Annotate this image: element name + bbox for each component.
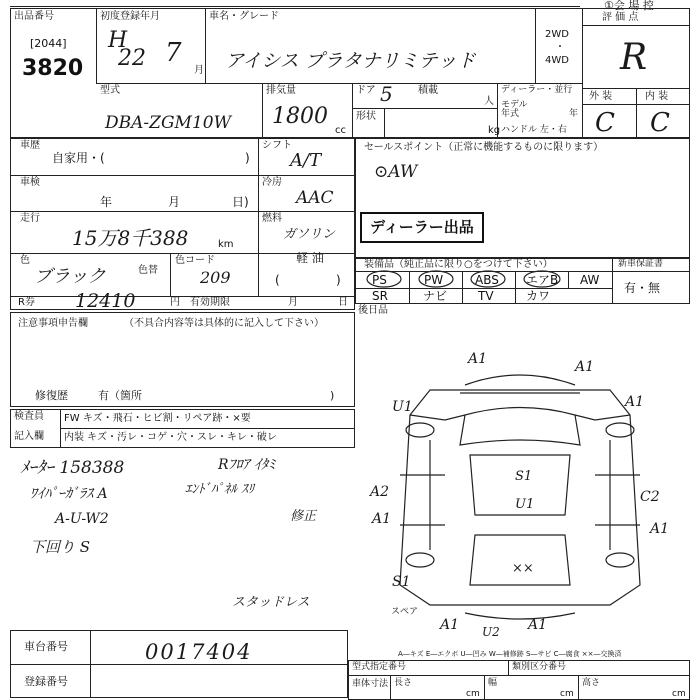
grade-value: R (620, 37, 648, 78)
ac-label: 冷房 (262, 177, 282, 188)
length-unit: cm (466, 689, 480, 699)
sales-point-value: ⊙AW (374, 162, 418, 182)
color-change-label: 色替 (138, 265, 158, 276)
equip-airbag: エアB (526, 273, 559, 287)
expiry-label: 有効期限 (190, 297, 230, 308)
model-name: アイシス プラタナリミテッド (225, 50, 476, 72)
inspection-day: 日) (232, 195, 249, 209)
registration-era: H (108, 28, 128, 53)
length-label: 長さ (394, 678, 413, 688)
equip-pw: PW (424, 273, 444, 287)
drive-dot: ・ (555, 42, 565, 53)
body-size-label: 車体寸法 (352, 679, 389, 689)
displacement-value: 1800 (272, 104, 328, 129)
equip-navi: ナビ (423, 289, 448, 303)
km-unit: km (218, 239, 234, 250)
capacity-label: 積載 (418, 85, 438, 96)
equipment-circles (355, 258, 615, 304)
equip-abs: ABS (475, 273, 499, 287)
aftermarket-label: 後日品 (358, 305, 388, 316)
history-close: ) (245, 151, 250, 165)
shape-number-label: 型式指定番号 (352, 662, 407, 672)
mark-front-a1: A1 (468, 351, 488, 367)
mark-spare-s1: S1 (392, 574, 411, 590)
ac-value: AAC (296, 188, 334, 208)
yen-unit: 円 (170, 297, 180, 308)
dealer-label: ディーラー・並行 (501, 85, 573, 95)
memo-line1: ﾒｰﾀｰ 158388 (20, 458, 125, 478)
memo-line8: スタッドレス (232, 595, 310, 610)
registration-year: 22 (118, 46, 146, 71)
kg-unit: kg (488, 125, 501, 136)
equip-aw: AW (580, 273, 600, 287)
mileage-label: 走行 (20, 213, 40, 224)
month-unit: 月 (194, 65, 204, 76)
warranty-label: 新車保証書 (618, 259, 664, 269)
expiry-day: 日 (338, 297, 348, 308)
shift-value: A/T (290, 150, 322, 171)
type-label: 型式 (100, 85, 120, 96)
exterior-grade: C (595, 108, 615, 138)
width-label: 幅 (488, 678, 498, 688)
registration-label: 初度登録年月 (100, 11, 160, 22)
registration-month: 7 (165, 38, 182, 68)
equipment-label: 装備品（純正品に限り○をつけて下さい） (364, 259, 553, 270)
memo-line4: 下回り S (30, 538, 91, 556)
person-unit: 人 (484, 96, 494, 107)
equip-sr: SR (372, 289, 388, 303)
recycle-value: 12410 (75, 290, 136, 312)
repair-value: 有（箇所 (98, 389, 142, 402)
mark-rear-xx: ×× (512, 561, 534, 576)
lot-number: 3820 (22, 56, 84, 81)
handle-label: ハンドル 左・右 (501, 125, 567, 135)
memo-line2: ﾜｲﾊﾟｰｶﾞﾗｽ A (30, 486, 108, 502)
equip-leather: カワ (526, 289, 551, 303)
model-year-label: モデル年式 (501, 100, 528, 119)
repair-close: ) (330, 389, 335, 402)
plate-label: 登録番号 (24, 675, 68, 688)
recycle-label: R券 (18, 297, 35, 308)
mark-rear-a1: A1 (528, 617, 548, 633)
width-unit: cm (560, 689, 574, 699)
expiry-month: 月 (288, 297, 298, 308)
entry-label: 記入欄 (14, 431, 44, 442)
displacement-label: 排気量 (266, 85, 296, 96)
model-label: 車名・グレード (209, 11, 279, 22)
year-unit: 年 (569, 109, 579, 119)
mark-roof-u1: U1 (515, 497, 535, 512)
mark-front-right-a1: A1 (575, 359, 595, 375)
memo-line7: 修正 (290, 509, 317, 524)
inspection-month: 月 (168, 195, 181, 209)
inspection-label: 車検 (20, 177, 40, 188)
repair-label: 修復歴 (35, 389, 68, 402)
rule (10, 6, 580, 7)
sales-point-label: セールスポイント（正常に機能するものに限ります） (364, 142, 604, 153)
interior-grade: C (650, 108, 670, 138)
class-number-label: 類別区分番号 (512, 662, 567, 672)
color-value: ブラック (34, 266, 106, 287)
chassis-value: 0017404 (145, 640, 253, 664)
mark-right-c2: C2 (640, 489, 660, 505)
height-unit: cm (672, 689, 686, 699)
mark-left-a1: A1 (372, 511, 392, 527)
color-code-label: 色コード (175, 255, 215, 266)
mark-right-a1-2: A1 (650, 521, 670, 537)
fuel-paren-close: ) (336, 273, 341, 287)
grade-label: 評 価 点 (602, 12, 639, 23)
inspector-row1: FW キズ・飛石・ヒビ割・リペア跡・×要 (64, 413, 251, 424)
memo-line5: Rﾌﾛｱ ｲﾀﾐ (218, 457, 275, 473)
mileage-value: 15万8千388 (72, 226, 189, 250)
chassis-label: 車台番号 (24, 640, 68, 653)
mark-rear-left-a1: A1 (440, 617, 460, 633)
history-label: 車歴 (20, 140, 40, 151)
damage-legend: A―キズ E―エクボ U―凹み W―補修跡 S―サビ C―腐食 ××―交換済 (398, 650, 622, 658)
door-label: ドア (356, 85, 376, 96)
mark-right-a1: A1 (625, 394, 645, 410)
mark-roof-s1: S1 (515, 469, 533, 484)
mark-left-a2: A2 (370, 484, 390, 500)
shift-label: シフト (262, 140, 292, 151)
fuel-diesel: 軽 油 (296, 251, 324, 265)
drive-2wd: 2WD (545, 29, 569, 40)
fuel-value: ガソリン (283, 227, 336, 242)
mark-rear-u2: U2 (482, 625, 500, 639)
drive-4wd: 4WD (545, 55, 569, 66)
inspection-year: 年 (100, 195, 113, 209)
mark-left-u1: U1 (392, 399, 413, 415)
equip-tv: TV (478, 289, 494, 303)
dealer-badge: ディーラー出品 (360, 212, 484, 243)
color-code: 209 (200, 268, 231, 287)
fuel-paren-open: ( (275, 273, 280, 287)
exterior-label: 外 装 (589, 91, 613, 102)
notes-label: 注意事項申告欄 (18, 318, 88, 329)
inspector-row2: 内装 キズ・汚レ・コゲ・穴・スレ・キレ・破レ (64, 432, 277, 443)
lot-code: [2044] (30, 37, 67, 50)
spare-label: スペア (391, 607, 419, 617)
memo-line6: ｴﾝﾄﾞﾊﾟﾈﾙ ｽﾘ (185, 482, 255, 497)
inspector-label: 検査員 (14, 411, 44, 422)
memo-line3: A-U-W2 (55, 511, 109, 527)
cc-unit: cc (335, 125, 346, 136)
interior-label: 内 装 (645, 91, 669, 102)
history-value: 自家用・( (52, 151, 105, 165)
height-label: 高さ (582, 678, 601, 688)
notes-hint: （不具合内容等は具体的に記入して下さい） (124, 318, 324, 329)
equip-ps: PS (372, 273, 387, 287)
venue-label: ①会 場 控 (604, 0, 654, 12)
shape-label: 形状 (356, 111, 376, 122)
door-value: 5 (380, 82, 393, 106)
color-label: 色 (20, 255, 30, 266)
fuel-label: 燃料 (262, 213, 282, 224)
type-value: DBA-ZGM10W (105, 113, 232, 133)
warranty-value: 有・無 (624, 281, 661, 295)
lot-number-label: 出品番号 (14, 11, 54, 22)
